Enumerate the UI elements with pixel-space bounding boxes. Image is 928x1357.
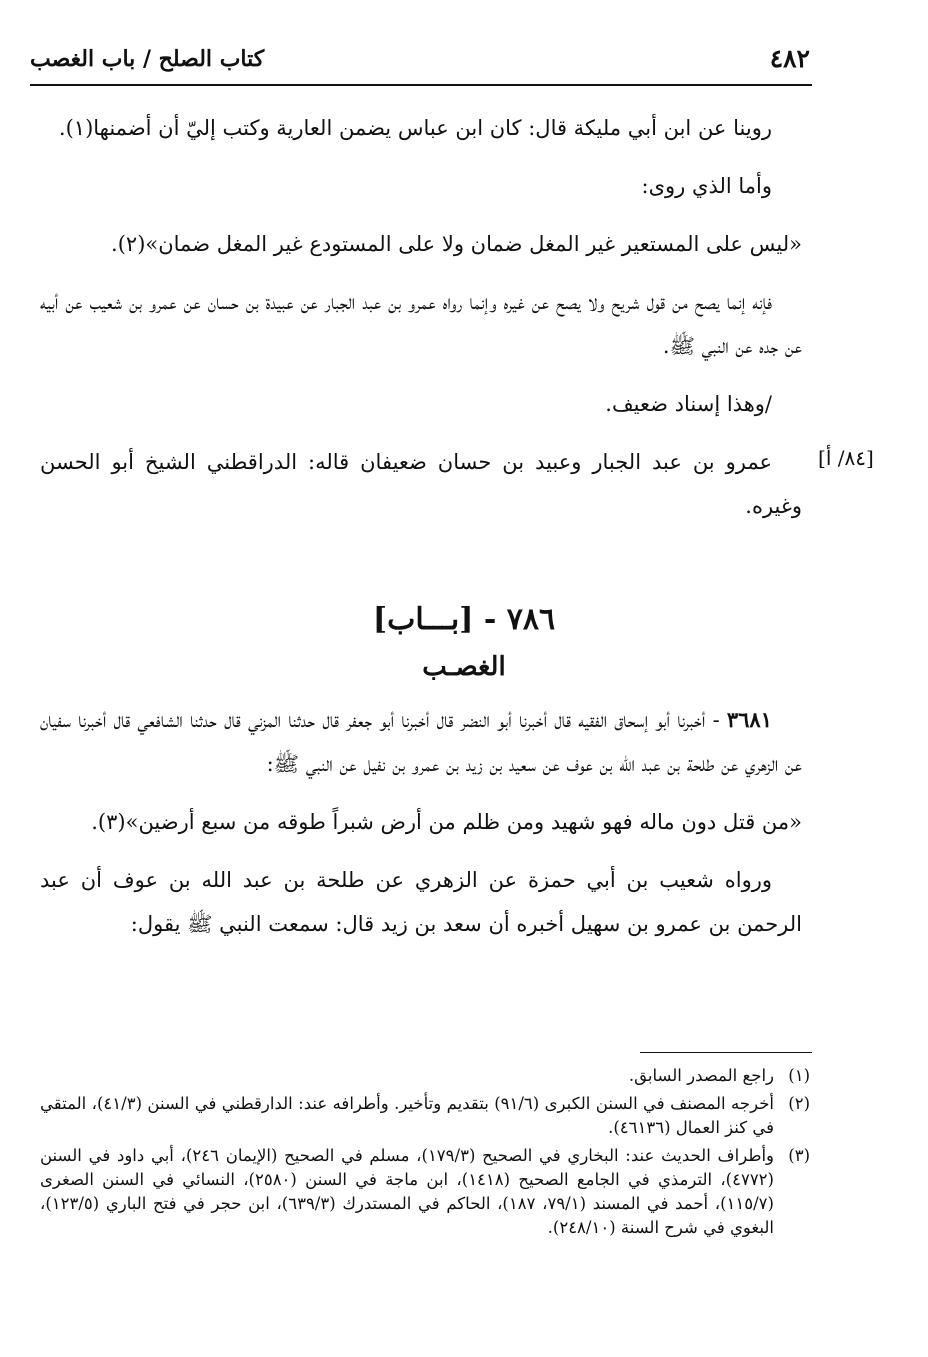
main-text	[40, 106, 802, 542]
running-title: كتاب الصلح / باب الغصب	[30, 46, 265, 72]
page-header	[30, 40, 810, 80]
chapter-number: ٧٨٦ - [بـــاب]	[372, 602, 556, 637]
footnote-text: وأطراف الحديث عند: البخاري في الصحيح (١٧٩/٣)، مسلم في الصحيح (الإيمان ٢٤٦)، أبي داود في السنن (٤٧٧٢)، الترمذي في الجامع الصحيح (١٤١٨)، ابن ماجة في السنن (٢٥٨٠)، النسائي في السنن الصغرى (١١٥/٧)، أحمد في المسند (٧٩/١، ١٨٧)، الحاكم في المستدرك (٦٣٩/٣)، ابن حجر في فتح الباري (١٢٣/٥)، البغوي في شرح السنة (٢٤٨/١٠).	[40, 1146, 774, 1237]
hadith-matn: «من قتل دون ماله فهو شهيد ومن ظلم من أرض شبراً طوقه من سبع أرضين»(٣).	[91, 810, 802, 834]
hadith-riwaya: ورواه شعيب بن أبي حمزة عن الزهري عن طلحة بن عبد الله بن عوف أن عبد الرحمن بن عمرو بن سهيل أخبره أن سعد بن زيد قال: سمعت النبي ﷺ يقول:	[40, 868, 802, 936]
paragraph: فإنه إنما يصح من قول شريح ولا يصح عن غيره وإنما رواه عمرو بن عبد الجبار عن عبيدة بن حسان عن عمرو بن شعيب عن أبيه عن جده عن النبي ﷺ.	[40, 290, 802, 358]
footnotes	[40, 1064, 810, 1244]
hadith-number: ٣٦٨١	[726, 707, 772, 732]
hadith-section	[40, 698, 802, 960]
paragraph: /وهذا إسناد ضعيف.	[605, 392, 772, 416]
paragraph: وأما الذي روى:	[641, 174, 772, 198]
paragraph: عمرو بن عبد الجبار وعبيد بن حسان ضعيفان قاله: الدراقطني الشيخ أبو الحسن وغيره.	[40, 450, 802, 518]
footnote-text: راجع المصدر السابق.	[628, 1066, 774, 1085]
footnote-number: (٣)	[788, 1146, 810, 1165]
hadith-isnad	[40, 698, 802, 786]
footnote-number: (٢)	[788, 1094, 810, 1113]
footnote	[40, 1144, 810, 1240]
quoted-hadith: «ليس على المستعير غير المغل ضمان ولا على المستودع غير المغل ضمان»(٢).	[111, 232, 802, 256]
footnote	[40, 1092, 810, 1140]
hadith-isnad-text: - أخبرنا أبو إسحاق الفقيه قال أخبرنا أبو النضر قال أخبرنا أبو جعفر قال حدثنا المزني قال حدثنا الشافعي قال أخبرنا سفيان عن الزهري عن طلحة بن عبد الله بن عوف عن سعيد بن زيد بن عمرو بن نفيل عن النبي ﷺ:	[40, 708, 802, 776]
footnote-text: أخرجه المصنف في السنن الكبرى (٩١/٦) بتقديم وتأخير. وأطرافه عند: الدارقطني في السنن (٤١/٣)، المتقي في كنز العمال (٤٦١٣٦).	[40, 1094, 774, 1137]
footnote-rule	[640, 1052, 812, 1053]
paragraph: روينا عن ابن أبي مليكة قال: كان ابن عباس يضمن العارية وكتب إليّ أن أضمنها(١).	[58, 116, 772, 140]
footnote	[40, 1064, 810, 1088]
page-number: ٤٨٢	[769, 44, 810, 73]
footnote-number: (١)	[788, 1066, 810, 1085]
margin-folio-note: [٨٤/ أ]	[818, 446, 874, 470]
chapter-title: الغصـب	[422, 652, 506, 682]
header-rule	[30, 84, 812, 86]
